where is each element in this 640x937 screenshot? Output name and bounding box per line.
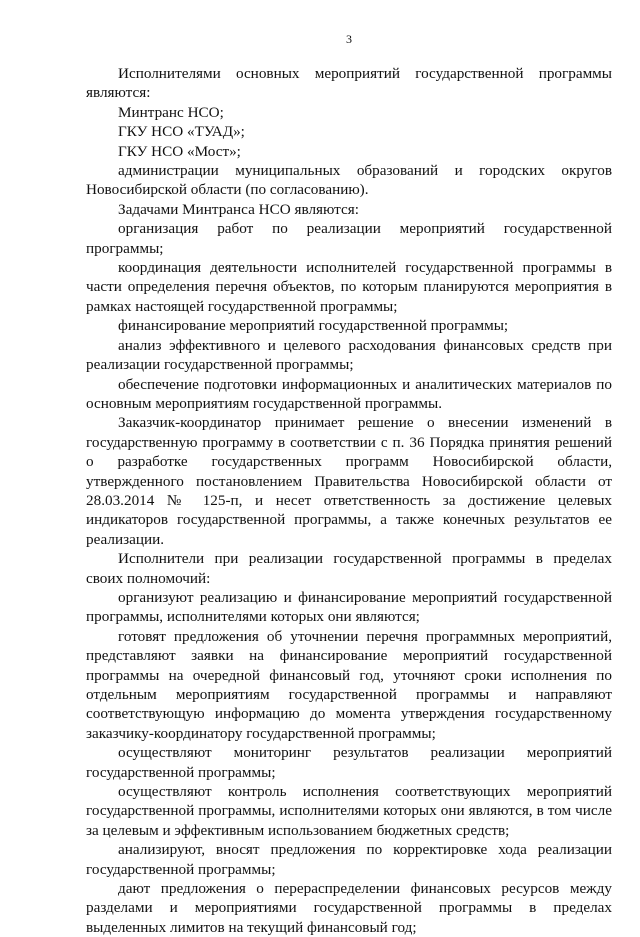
paragraph-analyze: анализируют, вносят предложения по корректировке хода реализации государственной программы;	[86, 841, 612, 878]
paragraph-tuad: ГКУ НСО «ТУАД»;	[118, 123, 245, 141]
paragraph-monitoring: осуществляют мониторинг результатов реализации мероприятий государственной программы;	[86, 744, 612, 781]
paragraph-executors-powers: Исполнители при реализации государственной программы в пределах своих полномочий:	[86, 550, 612, 587]
paragraph-redistribution: дают предложения о перераспределении финансовых ресурсов между разделами и мероприятиями государственной программы в пределах выделенных лимитов на текущий финансовый год;	[86, 880, 612, 936]
paragraph-most: ГКУ НСО «Мост»;	[118, 142, 241, 160]
document-page	[86, 32, 612, 937]
paragraph-materials: обеспечение подготовки информационных и аналитических материалов по основным мероприятиям государственной программы.	[86, 375, 612, 412]
paragraph-customer-coordinator: Заказчик-координатор принимает решение о внесении изменений в государственную программу в соответствии с п. 36 Порядка принятия решений о разработке государственных программ Новосибирской области, утвержденного постановлением Правительства Новосибирской области от 28.03.2014 № 125-п, и несет ответственность за достижение целевых индикаторов государственной программы, а также конечных результатов ее реализации.	[86, 414, 612, 548]
paragraph-control: осуществляют контроль исполнения соответствующих мероприятий государственной программы, исполнителями которых они являются, в том числе за целевым и эффективным использованием бюджетных средств;	[86, 783, 612, 839]
paragraph-executors-intro: Исполнителями основных мероприятий государственной программы являются:	[86, 65, 612, 102]
paragraph-analysis: анализ эффективного и целевого расходования финансовых средств при реализации государственной программы;	[86, 336, 612, 374]
paragraph-coordination: координация деятельности исполнителей государственной программы в части определения перечня объектов, по которым планируются мероприятия в рамках настоящей государственной программы;	[86, 259, 612, 315]
paragraph-mintrans: Минтранс НСО;	[118, 103, 224, 121]
paragraph-tasks-intro: Задачами Минтранса НСО являются:	[118, 200, 359, 218]
paragraph-organization: организация работ по реализации мероприятий государственной программы;	[86, 220, 612, 257]
paragraph-administrations: администрации муниципальных образований и городских округов Новосибирской области (по согласованию).	[86, 162, 612, 199]
paragraph-prepare-proposals: готовят предложения об уточнении перечня программных мероприятий, представляют заявки на финансирование мероприятий государственной программы на очередной финансовый год, уточняют сроки исполнения по отдельным мероприятиям государственной программы и направляют соответствующую информацию до момента утверждения государственному заказчику-координатору государственной программы;	[86, 627, 612, 742]
page-number: 3	[346, 32, 352, 46]
paragraph-organize-implementation: организуют реализацию и финансирование мероприятий государственной программы, исполнителями которых они являются;	[86, 588, 612, 626]
paragraph-financing: финансирование мероприятий государственной программы;	[118, 317, 509, 335]
